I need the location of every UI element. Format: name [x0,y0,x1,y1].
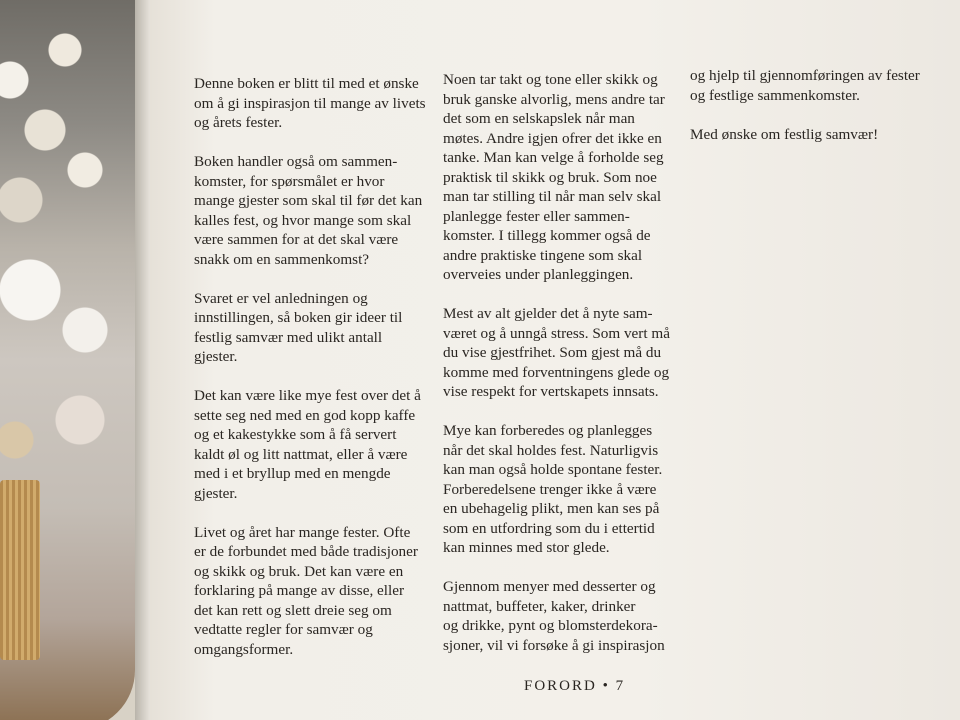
paragraph: Noen tar takt og tone eller skikk og bruk ganske alvorlig, mens andre tar det som en selskapslek når man møtes. Andre igjen ofrer det ikke en tanke. Man kan velge å forholde seg praktisk til skikk og bruk. Som noe man tar stilling til når man selv skal planlegge fester eller sammen- komster. I tillegg kommer også de andre praktiske tingene som skal overveies under planleggingen. [443,71,665,283]
text-column-1 [194,74,434,679]
tassel-decoration [0,480,40,660]
text-column-3 [690,66,930,164]
paragraph: Med ønske om festlig samvær! [690,125,879,143]
paragraph: og hjelp til gjennomføringen av fester og festlige sammenkomster. [690,67,920,104]
paragraph: Denne boken er blitt til med et ønske om å gi inspirasjon til mange av livets og årets fester. [194,75,426,131]
paragraph: Mest av alt gjelder det å nyte sam- været og å unngå stress. Som vert må du vise gjestfrihet. Som gjest må du komme med forventningens glede og vise respekt for vertskapets innsats. [443,305,670,400]
page-edge [135,0,150,720]
text-column-2 [443,70,683,675]
page-footer: FORORD • 7 [524,678,626,694]
paragraph: Livet og året har mange fester. Ofte er de forbundet med både tradisjoner og skikk og bruk. Det kan være en forklaring på mange av disse, eller det kan rett og slett dreie seg om vedtatte regler for samvær og omgangsformer. [194,523,418,658]
paragraph: Gjennom menyer med desserter og nattmat, buffeter, kaker, drinker og drikke, pynt og blomsterdekora- sjoner, vil vi forsøke å gi inspirasjon [443,578,665,654]
paragraph: Mye kan forberedes og planlegges når det skal holdes fest. Naturligvis kan man også holde spontane fester. Forberedelsene trenger ikke å være en ubehagelig plikt, men kan ses på som en utfordring som du i ettertid kan minnes med stor glede. [443,422,663,556]
photo-page [0,0,150,720]
paragraph: Boken handler også om sammen- komster, for spørsmålet er hvor mange gjester som skal til før det kan kalles fest, og hvor mange som skal være sammen for at det skal være snakk om en sammenkomst? [194,153,423,268]
paragraph: Det kan være like mye fest over det å sette seg ned med en god kopp kaffe og et kakestykke som å få servert kaldt øl og litt nattmat, eller å være med i et bryllup med en mengde gjester. [194,387,421,502]
paragraph: Svaret er vel anledningen og innstillingen, så boken gir ideer til festlig samvær med ulikt antall gjester. [194,289,403,365]
